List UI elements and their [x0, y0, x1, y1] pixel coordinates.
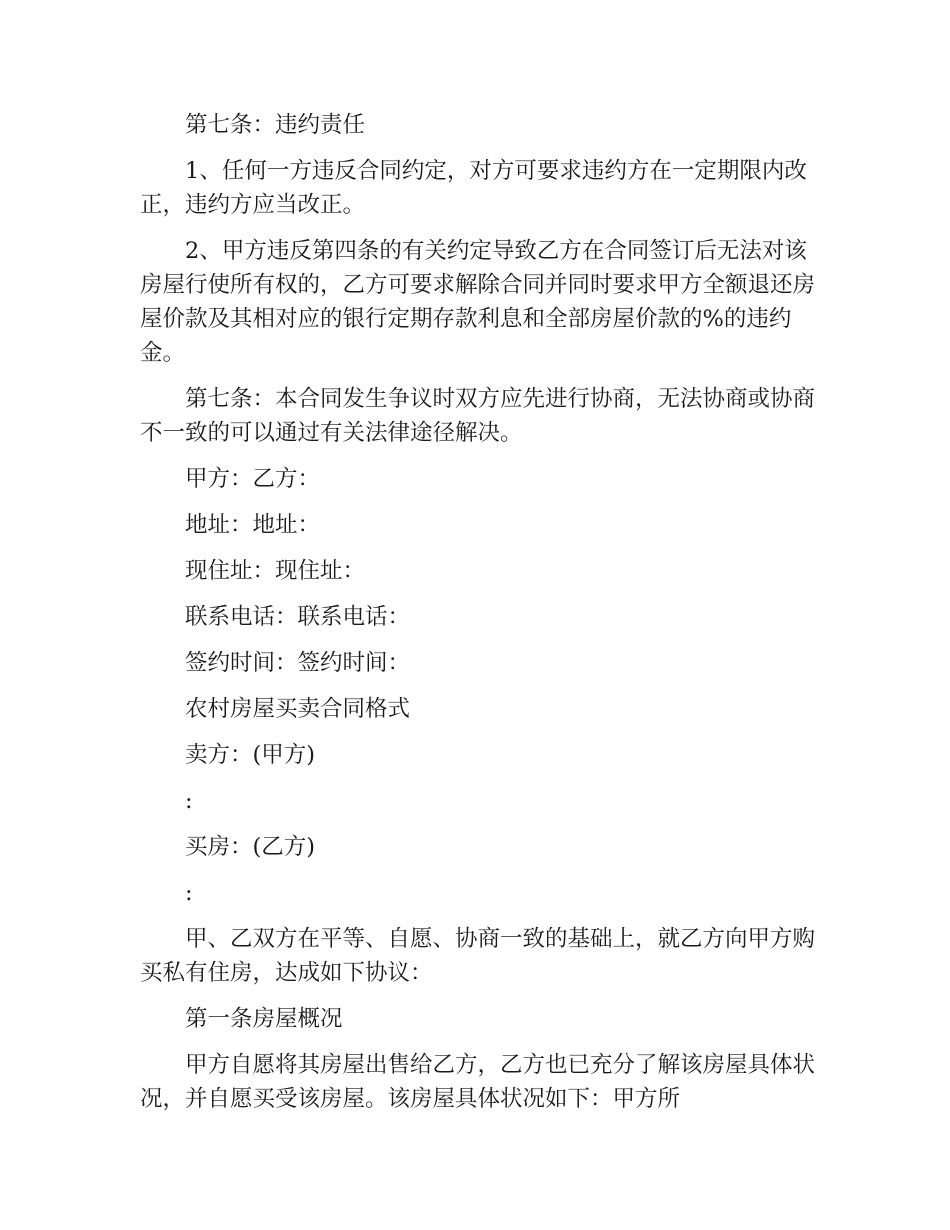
clause-paragraph: 第七条：本合同发生争议时双方应先进行协商，无法协商或协商不一致的可以通过有关法律途径解决。: [140, 386, 816, 446]
buyer-line: 买房：(乙方): [185, 834, 316, 860]
clause-paragraph: 1、任何一方违反合同约定，对方可要求违约方在一定期限内改正，违约方应当改正。: [140, 158, 807, 218]
document-body: [140, 108, 820, 1128]
agreement-preamble: 甲、乙双方在平等、自愿、协商一致的基础上，就乙方向甲方购买私有住房，达成如下协议：: [140, 926, 816, 986]
seller-colon-line: :: [185, 788, 193, 814]
clause-paragraph: 2、甲方违反第四条的有关约定导致乙方在合同签订后无法对该房屋行使所有权的，乙方可要求解除合同并同时要求甲方全额退还房屋价款及其相对应的银行定期存款利息和全部房屋价款的%的违约金。: [140, 238, 816, 366]
signature-line-current-address: 现住址：现住址：: [185, 558, 366, 584]
signature-line-party: 甲方：乙方：: [185, 466, 321, 492]
house-overview-paragraph: 甲方自愿将其房屋出售给乙方，乙方也已充分了解该房屋具体状况，并自愿买受该房屋。该房屋具体状况如下：甲方所: [140, 1052, 816, 1112]
buyer-colon-line: :: [185, 880, 193, 906]
section-title: 农村房屋买卖合同格式: [185, 696, 411, 722]
article-heading-breach-liability: 第七条：违约责任: [185, 112, 366, 138]
signature-line-date: 签约时间：签约时间：: [185, 650, 411, 676]
article-heading-house-overview: 第一条房屋概况: [185, 1006, 343, 1032]
signature-line-phone: 联系电话：联系电话：: [185, 604, 411, 630]
signature-line-address: 地址：地址：: [185, 512, 321, 538]
seller-line: 卖方：(甲方): [185, 742, 316, 768]
